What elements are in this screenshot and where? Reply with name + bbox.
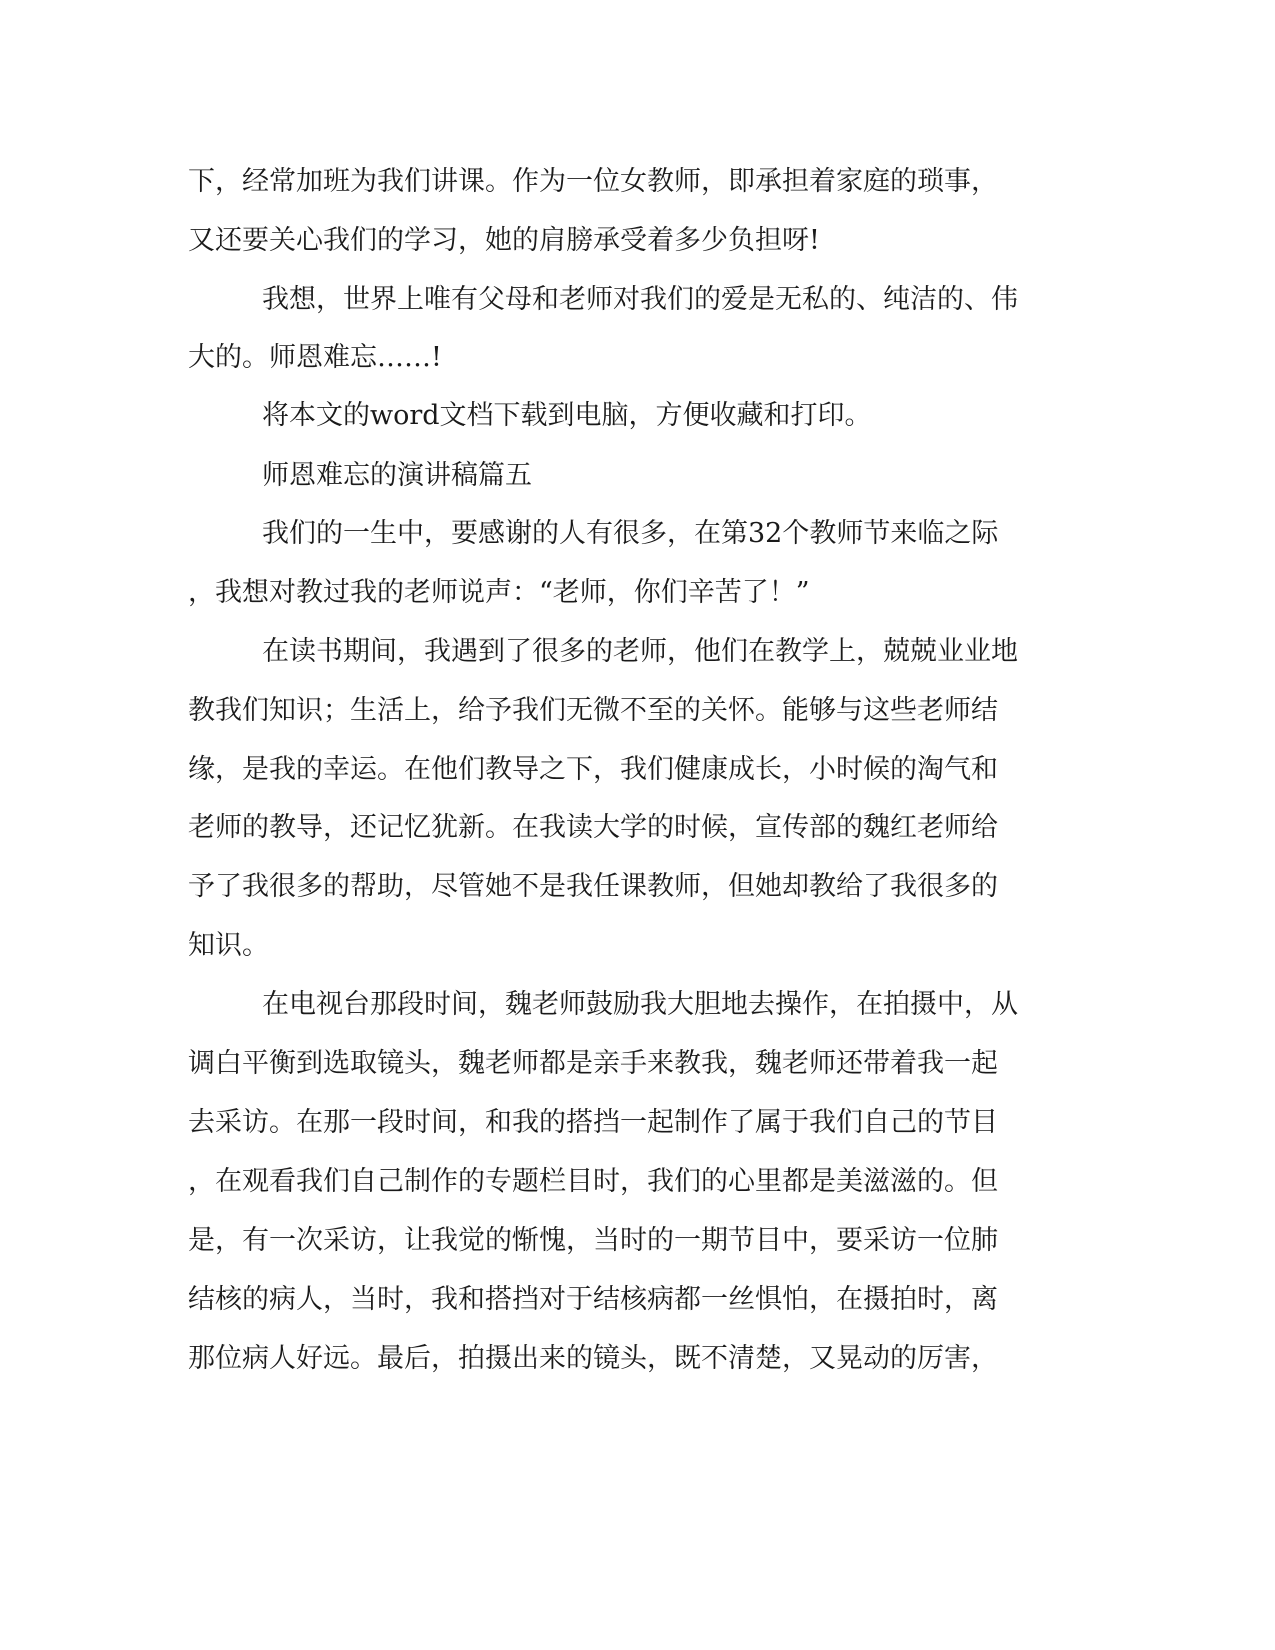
download-note: 将本文的word文档下载到电脑，方便收藏和打印。 [262, 400, 872, 431]
text-line: 去采访。在那一段时间，和我的搭挡一起制作了属于我们自己的节目 [188, 1107, 998, 1138]
text-line: 调白平衡到选取镜头，魏老师都是亲手来教我，魏老师还带着我一起 [188, 1048, 998, 1079]
text-line: ，我想对教过我的老师说声：“老师，你们辛苦了！” [188, 577, 810, 608]
text-line: 结核的病人，当时，我和搭挡对于结核病都一丝惧怕，在摄拍时，离 [188, 1284, 998, 1315]
paragraph-start-line: 在电视台那段时间，魏老师鼓励我大胆地去操作，在拍摄中，从 [262, 989, 1018, 1020]
section-heading: 师恩难忘的演讲稿篇五 [262, 460, 532, 491]
text-line: 老师的教导，还记忆犹新。在我读大学的时候，宣传部的魏红老师给 [188, 812, 998, 843]
paragraph-start-line: 我想，世界上唯有父母和老师对我们的爱是无私的、纯洁的、伟 [262, 284, 1018, 315]
paragraph-start-line: 在读书期间，我遇到了很多的老师，他们在教学上，兢兢业业地 [262, 636, 1018, 667]
text-line: 知识。 [188, 930, 269, 961]
text-line: 予了我很多的帮助，尽管她不是我任课教师，但她却教给了我很多的 [188, 871, 998, 902]
text-line: 缘，是我的幸运。在他们教导之下，我们健康成长，小时候的淘气和 [188, 754, 998, 785]
text-line: 教我们知识；生活上，给予我们无微不至的关怀。能够与这些老师结 [188, 695, 998, 726]
paragraph-start-line: 我们的一生中，要感谢的人有很多，在第32个教师节来临之际 [262, 518, 999, 549]
text-line: 大的。师恩难忘……! [188, 342, 442, 373]
text-line: 又还要关心我们的学习，她的肩膀承受着多少负担呀! [188, 225, 820, 256]
text-line: 那位病人好远。最后，拍摄出来的镜头，既不清楚，又晃动的厉害， [188, 1343, 998, 1374]
text-line: 下，经常加班为我们讲课。作为一位女教师，即承担着家庭的琐事， [188, 166, 998, 197]
text-line: ，在观看我们自己制作的专题栏目时，我们的心里都是美滋滋的。但 [188, 1166, 998, 1197]
text-line: 是，有一次采访，让我觉的惭愧，当时的一期节目中，要采访一位肺 [188, 1225, 998, 1256]
